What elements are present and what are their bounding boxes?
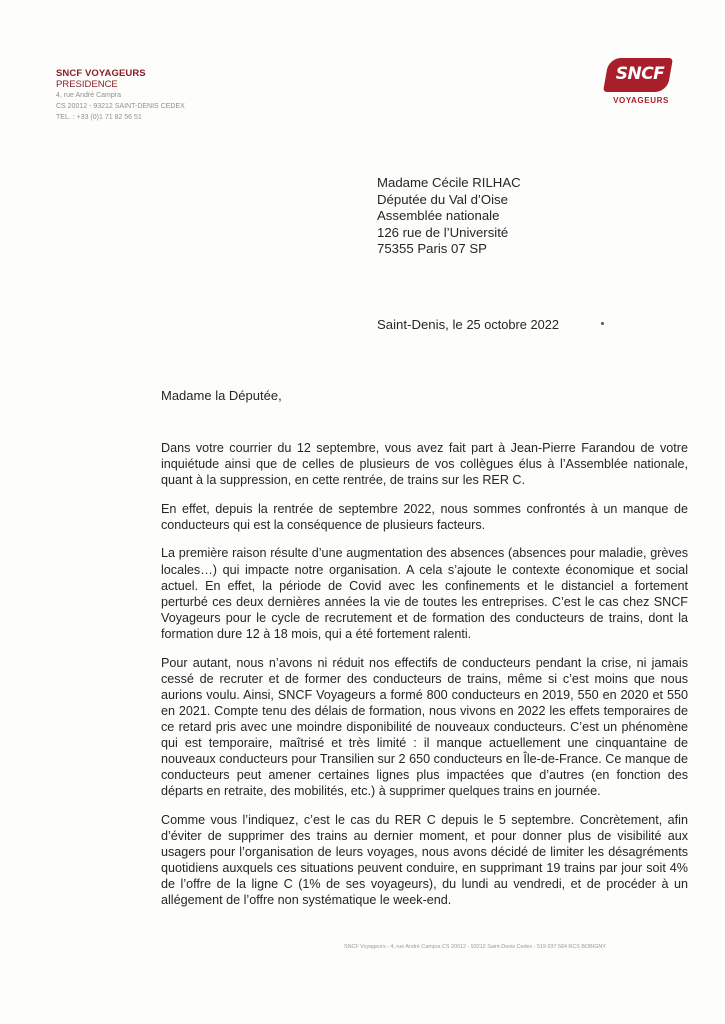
- recipient-city: 75355 Paris 07 SP: [377, 241, 487, 256]
- ink-dot: [601, 322, 604, 325]
- sender-phone: TEL. : +33 (0)1 71 82 56 51: [56, 114, 142, 121]
- recipient-block: [377, 175, 521, 258]
- logo-subtitle: VOYAGEURS: [613, 96, 669, 105]
- sncf-logo: [597, 58, 677, 110]
- sender-block: [56, 68, 185, 123]
- letter-body: [161, 440, 688, 921]
- sender-address-line: CS 20012 - 93212 SAINT-DENIS CEDEX: [56, 103, 185, 110]
- footer-legal: SNCF Voyageurs - 4, rue André Campra CS 20012 - 93212 Saint-Denis Cedex - 519 037 584 RCS BOBIGNY: [344, 944, 606, 950]
- recipient-name: Madame Cécile RILHAC: [377, 175, 521, 190]
- sender-dept: PRESIDENCE: [56, 79, 118, 90]
- recipient-institution: Assemblée nationale: [377, 208, 500, 223]
- body-paragraph: La première raison résulte d’une augmentation des absences (absences pour maladie, grèves locales…) qui impacte notre organisation. A cela s’ajoute le contexte économique et social actuel. En effet, la période de Covid avec les confinements et le distanciel a fortement perturbé ces deux dernières années la vie de toutes les entreprises. C’est le cas chez SNCF Voyageurs pour le cycle de recrutement et de formation des conducteurs de trains, dont la formation dure 12 à 18 mois, qui a été fortement ralenti.: [161, 546, 688, 641]
- recipient-title: Députée du Val d’Oise: [377, 191, 508, 207]
- body-paragraph: Dans votre courrier du 12 septembre, vous avez fait part à Jean-Pierre Farandou de votre inquiétude ainsi que de celles de plusieurs de vos collègues élus à l’Assemblée nationale, quant à la suppression, en cette rentrée, de trains sur les RER C.: [161, 441, 688, 488]
- salutation: Madame la Députée,: [161, 388, 282, 403]
- recipient-street: 126 rue de l’Université: [377, 224, 509, 240]
- sender-org: SNCF VOYAGEURS: [56, 68, 146, 79]
- logo-mark-text: SNCF: [615, 64, 665, 84]
- date-place: Saint-Denis, le: [377, 317, 463, 332]
- body-paragraph: Pour autant, nous n’avons ni réduit nos effectifs de conducteurs pendant la crise, ni jamais cessé de recruter et de former des conducteurs de trains, même si c’est moins que nous aurions voulu. Ainsi, SNCF Voyageurs a formé 800 conducteurs en 2019, 550 en 2020 et 550 en 2021. Compte tenu des délais de formation, nous vivons en 2022 les effets temporaires de ce retard pris avec une moindre disponibilité de nouveaux conducteurs. C’est un phénomène qui est temporaire, maîtrisé et très limité : il manque actuellement une cinquantaine de nouveaux conducteurs pour Transilien sur 2 650 conducteurs en Île-de-France. Ce manque de conducteurs peut amener certaines lignes plus impactées que d’autres (en fonction des départs en retraite, des mobilités, etc.) à supprimer quelques trains en journée.: [161, 655, 688, 799]
- body-paragraph: En effet, depuis la rentrée de septembre 2022, nous sommes confrontés à un manque de conducteurs qui est la conséquence de plusieurs facteurs.: [161, 501, 688, 532]
- date-value: 25 octobre 2022: [466, 317, 559, 332]
- sender-address-line: 4, rue André Campra: [56, 92, 121, 99]
- date-line: [377, 317, 559, 332]
- body-paragraph: Comme vous l’indiquez, c’est le cas du RER C depuis le 5 septembre. Concrètement, afin d’éviter de supprimer des trains au dernier moment, et pour donner plus de visibilité aux usagers pour l’organisation de leurs voyages, nous avons décidé de limiter les désagréments quotidiens auxquels ces situations peuvent conduire, en supprimant 19 trains par jour soit 4% de l’offre de la ligne C (1% de ses voyageurs), du lundi au vendredi, et de procéder à un allégement de l’offre non systématique le week-end.: [161, 812, 688, 908]
